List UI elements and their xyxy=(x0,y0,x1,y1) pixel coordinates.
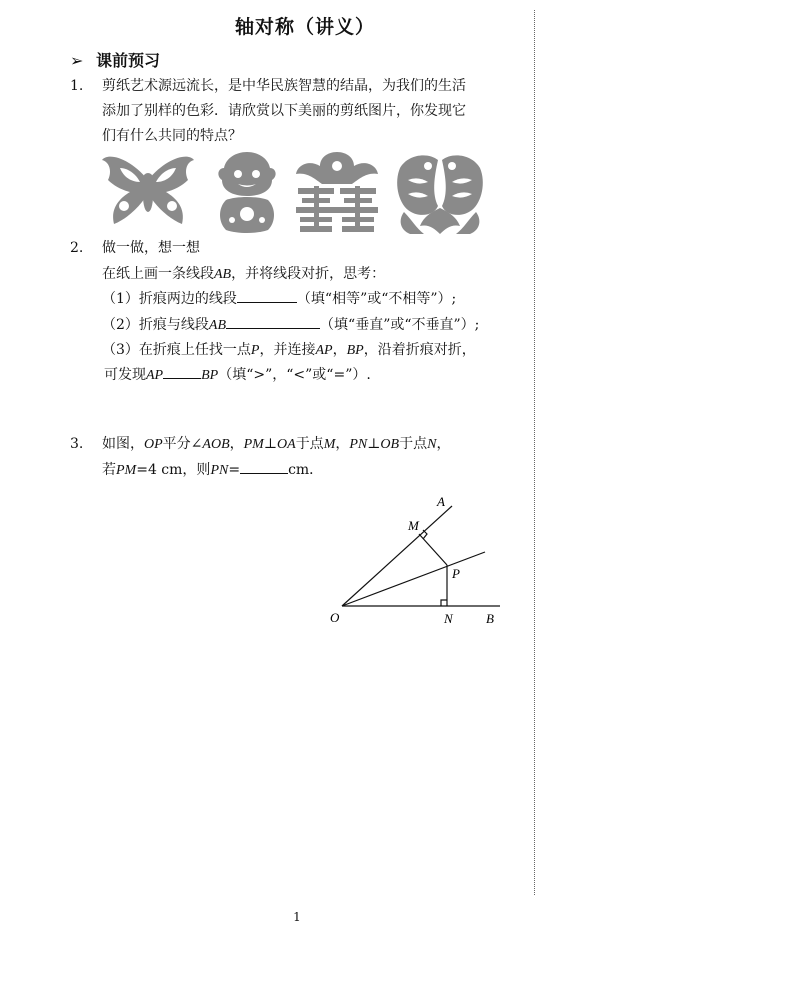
label-b: B xyxy=(486,611,494,626)
q1-line-1: 剪纸艺术源远流长，是中华民族智慧的结晶，为我们的生活 xyxy=(102,78,466,94)
label-m: M xyxy=(408,518,419,533)
twin-fish-papercut-image xyxy=(394,150,486,236)
page-title: 轴对称（讲义） xyxy=(234,16,375,38)
q2-intro: 在纸上画一条线段AB，并将线段对折，思考： xyxy=(102,266,386,282)
label-o: O xyxy=(330,610,340,625)
q3-number: 3. xyxy=(70,436,84,452)
q2-part-1: （1）折痕两边的线段 （填“相等”或“不相等”）; xyxy=(102,287,456,311)
ray-op xyxy=(342,552,485,606)
q2-number: 2. xyxy=(70,240,84,256)
label-p: P xyxy=(452,566,460,581)
angle-bisector-figure xyxy=(320,486,520,632)
answer-blank-3[interactable] xyxy=(163,364,201,379)
q1-line-2: 添加了别样的色彩．请欣赏以下美丽的剪纸图片，你发现它 xyxy=(102,103,466,119)
right-angle-mark-n xyxy=(441,600,447,606)
arrow-bullet-icon: ➢ xyxy=(70,51,84,70)
label-a: A xyxy=(437,494,445,509)
section-heading xyxy=(70,48,160,71)
q2-title: 做一做，想一想 xyxy=(102,240,200,256)
section-heading-text: 课前预习 xyxy=(96,51,161,70)
q1-number: 1. xyxy=(70,78,84,94)
q2-part-3: （3）在折痕上任找一点P，并连接AP，BP，沿着折痕对折， xyxy=(102,342,476,358)
ray-oa xyxy=(342,506,452,606)
answer-blank-1[interactable] xyxy=(237,288,297,303)
double-happiness-papercut-image xyxy=(292,150,382,234)
q1-line-3: 们有什么共同的特点？ xyxy=(102,128,242,144)
doll-papercut-image xyxy=(216,150,278,234)
q3-line-1: 如图，OP平分∠AOB，PM⊥OA于点M，PN⊥OB于点N， xyxy=(102,436,451,452)
q3-line-2: 若PM=4 cm，则PN= cm． xyxy=(102,458,323,483)
right-angle-mark-m xyxy=(423,530,427,539)
butterfly-papercut-image xyxy=(100,150,196,230)
label-n: N xyxy=(444,611,453,626)
q2-part-3-cont: 可发现AP BP（填“>”，“<”或“=”）. xyxy=(104,363,371,388)
page-number: 1 xyxy=(293,910,301,924)
q2-part-2: （2）折痕与线段AB （填“垂直”或“不垂直”）; xyxy=(102,313,479,338)
column-divider xyxy=(534,10,535,895)
answer-blank-2[interactable] xyxy=(226,314,320,329)
answer-blank-4[interactable] xyxy=(240,459,288,474)
